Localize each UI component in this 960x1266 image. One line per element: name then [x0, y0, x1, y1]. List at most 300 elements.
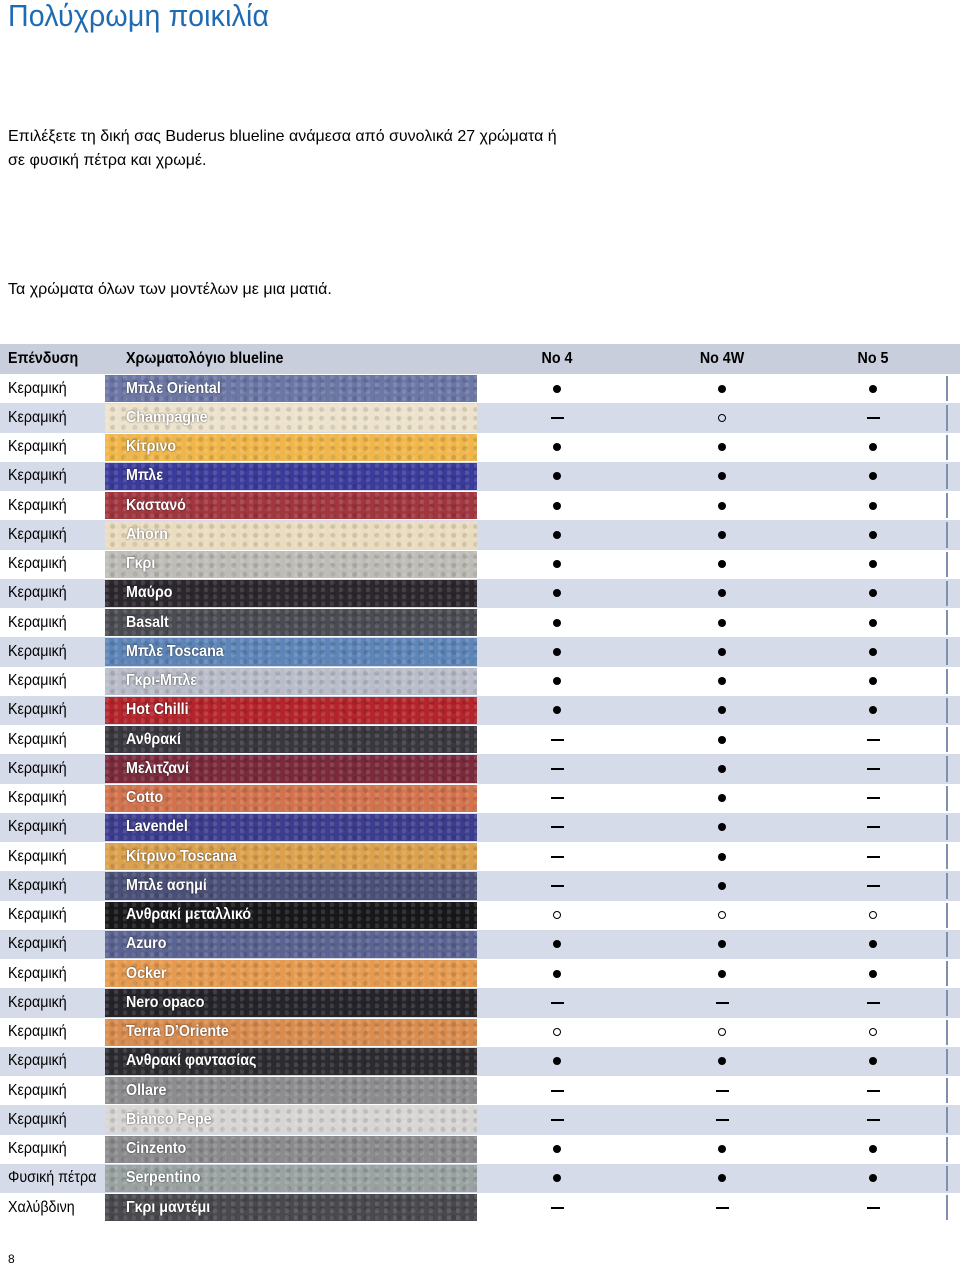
color-name-cell: [105, 608, 477, 637]
color-name: Cinzento: [126, 1140, 187, 1158]
filled-dot-icon: [869, 560, 877, 568]
coating-cell: Κεραμική: [8, 847, 67, 865]
availability-no5: [853, 1105, 893, 1134]
availability-no5: [853, 667, 893, 696]
availability-no5: [853, 1018, 893, 1047]
availability-no4: [537, 696, 577, 725]
edge-segment: [946, 1137, 948, 1162]
open-circle-icon: [718, 414, 726, 422]
header-no4: No 4: [541, 350, 573, 367]
availability-no5: [853, 754, 893, 783]
edge-segment: [946, 727, 948, 752]
coating-cell: Κεραμική: [8, 789, 67, 807]
dash-icon: [716, 1002, 729, 1004]
table-row: [0, 959, 960, 988]
filled-dot-icon: [869, 531, 877, 539]
coating-cell: Κεραμική: [8, 438, 67, 456]
filled-dot-icon: [553, 1057, 561, 1065]
availability-no4: [537, 403, 577, 432]
availability-no5: [853, 403, 893, 432]
filled-dot-icon: [553, 560, 561, 568]
dash-icon: [551, 1090, 564, 1092]
filled-dot-icon: [553, 589, 561, 597]
availability-no4w: [702, 520, 742, 549]
color-name-cell: [105, 1018, 477, 1047]
edge-segment: [946, 961, 948, 986]
availability-no5: [853, 784, 893, 813]
edge-segment: [946, 435, 948, 460]
availability-no4w: [702, 403, 742, 432]
coating-cell: Κεραμική: [8, 1081, 67, 1099]
dash-icon: [716, 1090, 729, 1092]
availability-no4w: [702, 374, 742, 403]
availability-no4: [537, 1076, 577, 1105]
table-row: [0, 1018, 960, 1047]
color-name-cell: [105, 959, 477, 988]
dash-icon: [867, 856, 880, 858]
color-name: Serpentino: [126, 1169, 201, 1187]
table-row: [0, 637, 960, 666]
color-table: [0, 344, 960, 1222]
color-name: Lavendel: [126, 818, 188, 836]
color-name: Champagne: [126, 408, 208, 426]
coating-cell: Κεραμική: [8, 408, 67, 426]
color-name-cell: [105, 374, 477, 403]
page-title: Πολύχρωμη ποικιλία: [8, 0, 270, 33]
filled-dot-icon: [553, 970, 561, 978]
availability-no5: [853, 871, 893, 900]
availability-no4w: [702, 1193, 742, 1222]
color-name-cell: [105, 1105, 477, 1134]
color-name-cell: [105, 667, 477, 696]
color-name: Κίτρινο: [126, 438, 177, 456]
coating-cell: Κεραμική: [8, 379, 67, 397]
table-row: [0, 988, 960, 1017]
filled-dot-icon: [553, 940, 561, 948]
dash-icon: [551, 739, 564, 741]
filled-dot-icon: [869, 1145, 877, 1153]
availability-no4: [537, 1047, 577, 1076]
filled-dot-icon: [553, 385, 561, 393]
filled-dot-icon: [553, 1174, 561, 1182]
dash-icon: [551, 797, 564, 799]
coating-cell: Κεραμική: [8, 555, 67, 573]
filled-dot-icon: [553, 472, 561, 480]
availability-no4: [537, 579, 577, 608]
filled-dot-icon: [553, 1145, 561, 1153]
open-circle-icon: [869, 1028, 877, 1036]
dash-icon: [867, 797, 880, 799]
coating-cell: Κεραμική: [8, 672, 67, 690]
table-row: [0, 433, 960, 462]
color-name-cell: [105, 754, 477, 783]
availability-no4: [537, 1105, 577, 1134]
filled-dot-icon: [718, 1174, 726, 1182]
color-name-cell: [105, 1164, 477, 1193]
availability-no5: [853, 374, 893, 403]
edge-segment: [946, 1078, 948, 1103]
color-name: Cotto: [126, 789, 164, 807]
coating-cell: Κεραμική: [8, 993, 67, 1011]
open-circle-icon: [869, 911, 877, 919]
dash-icon: [867, 1090, 880, 1092]
filled-dot-icon: [869, 1174, 877, 1182]
color-name-cell: [105, 1047, 477, 1076]
color-name-cell: [105, 871, 477, 900]
color-name: Basalt: [126, 613, 169, 631]
table-row: [0, 754, 960, 783]
coating-cell: Φυσική πέτρα: [8, 1169, 97, 1187]
table-row: [0, 550, 960, 579]
dash-icon: [551, 768, 564, 770]
color-name: Azuro: [126, 935, 167, 953]
dash-icon: [867, 826, 880, 828]
table-row: [0, 725, 960, 754]
color-name-cell: [105, 550, 477, 579]
color-name-cell: [105, 579, 477, 608]
availability-no4: [537, 813, 577, 842]
filled-dot-icon: [553, 619, 561, 627]
availability-no4: [537, 667, 577, 696]
dash-icon: [551, 856, 564, 858]
filled-dot-icon: [718, 472, 726, 480]
color-name-cell: [105, 520, 477, 549]
filled-dot-icon: [869, 502, 877, 510]
color-name: Hot Chilli: [126, 701, 189, 719]
table-row: [0, 901, 960, 930]
availability-no4: [537, 550, 577, 579]
table-row: [0, 579, 960, 608]
table-row: [0, 374, 960, 403]
color-name: Γκρι μαντέμι: [126, 1198, 211, 1216]
availability-no5: [853, 491, 893, 520]
coating-cell: Κεραμική: [8, 1023, 67, 1041]
coating-cell: Κεραμική: [8, 496, 67, 514]
filled-dot-icon: [553, 677, 561, 685]
filled-dot-icon: [869, 472, 877, 480]
color-name-cell: [105, 403, 477, 432]
coating-cell: Κεραμική: [8, 467, 67, 485]
color-name-cell: [105, 842, 477, 871]
availability-no5: [853, 637, 893, 666]
availability-no4: [537, 1164, 577, 1193]
edge-segment: [946, 376, 948, 401]
availability-no4: [537, 491, 577, 520]
availability-no4: [537, 462, 577, 491]
table-row: [0, 608, 960, 637]
edge-segment: [946, 522, 948, 547]
availability-no4: [537, 433, 577, 462]
filled-dot-icon: [553, 443, 561, 451]
edge-segment: [946, 815, 948, 840]
availability-no5: [853, 1193, 893, 1222]
table-row: [0, 403, 960, 432]
coating-cell: Κεραμική: [8, 613, 67, 631]
color-name: Ollare: [126, 1081, 167, 1099]
availability-no4w: [702, 988, 742, 1017]
dash-icon: [551, 1002, 564, 1004]
availability-no4: [537, 784, 577, 813]
availability-no4w: [702, 1135, 742, 1164]
color-name: Μαύρο: [126, 584, 173, 602]
table-row: [0, 462, 960, 491]
color-name: Γκρι: [126, 555, 156, 573]
table-row: [0, 784, 960, 813]
filled-dot-icon: [718, 385, 726, 393]
edge-segment: [946, 844, 948, 869]
edge-segment: [946, 669, 948, 694]
color-name: Terra D’Oriente: [126, 1023, 229, 1041]
availability-no5: [853, 608, 893, 637]
availability-no4w: [702, 579, 742, 608]
color-name: Μπλε: [126, 467, 163, 485]
color-name-cell: [105, 725, 477, 754]
dash-icon: [867, 885, 880, 887]
filled-dot-icon: [553, 706, 561, 714]
filled-dot-icon: [869, 443, 877, 451]
dash-icon: [716, 1207, 729, 1209]
color-name: Ανθρακί μεταλλικό: [126, 906, 252, 924]
availability-no4w: [702, 433, 742, 462]
availability-no4: [537, 1193, 577, 1222]
availability-no4w: [702, 608, 742, 637]
table-header-row: [0, 344, 960, 374]
edge-segment: [946, 990, 948, 1015]
availability-no4w: [702, 1105, 742, 1134]
filled-dot-icon: [718, 882, 726, 890]
availability-no5: [853, 901, 893, 930]
filled-dot-icon: [869, 677, 877, 685]
dash-icon: [551, 417, 564, 419]
availability-no4: [537, 520, 577, 549]
color-name: Ανθρακί: [126, 730, 181, 748]
dash-icon: [716, 1119, 729, 1121]
color-name: Ahorn: [126, 525, 168, 543]
table-row: [0, 842, 960, 871]
availability-no5: [853, 930, 893, 959]
filled-dot-icon: [553, 531, 561, 539]
availability-no4w: [702, 754, 742, 783]
filled-dot-icon: [718, 443, 726, 451]
color-name: Καστανό: [126, 496, 186, 514]
filled-dot-icon: [718, 706, 726, 714]
edge-segment: [946, 405, 948, 430]
coating-cell: Κεραμική: [8, 1110, 67, 1128]
coating-cell: Χαλύβδινη: [8, 1198, 75, 1216]
availability-no5: [853, 520, 893, 549]
availability-no4: [537, 842, 577, 871]
filled-dot-icon: [718, 531, 726, 539]
availability-no5: [853, 1076, 893, 1105]
availability-no4: [537, 988, 577, 1017]
availability-no5: [853, 959, 893, 988]
availability-no4w: [702, 1047, 742, 1076]
filled-dot-icon: [718, 619, 726, 627]
color-name: Μπλε Oriental: [126, 379, 221, 397]
availability-no4w: [702, 959, 742, 988]
edge-segment: [946, 639, 948, 664]
filled-dot-icon: [869, 619, 877, 627]
filled-dot-icon: [718, 823, 726, 831]
header-no4w: No 4W: [699, 350, 745, 367]
edge-segment: [946, 552, 948, 577]
filled-dot-icon: [553, 502, 561, 510]
coating-cell: Κεραμική: [8, 701, 67, 719]
filled-dot-icon: [869, 385, 877, 393]
availability-no5: [853, 462, 893, 491]
dash-icon: [551, 1207, 564, 1209]
availability-no4: [537, 1018, 577, 1047]
filled-dot-icon: [718, 765, 726, 773]
filled-dot-icon: [718, 1145, 726, 1153]
color-name-cell: [105, 696, 477, 725]
section-subheading: Τα χρώματα όλων των μοντέλων με μια ματιά.: [8, 281, 332, 298]
edge-segment: [946, 756, 948, 781]
availability-no4w: [702, 1164, 742, 1193]
coating-cell: Κεραμική: [8, 964, 67, 982]
color-name-cell: [105, 1076, 477, 1105]
color-name-cell: [105, 930, 477, 959]
open-circle-icon: [553, 911, 561, 919]
availability-no5: [853, 550, 893, 579]
availability-no4w: [702, 462, 742, 491]
availability-no4w: [702, 1076, 742, 1105]
filled-dot-icon: [718, 853, 726, 861]
header-coating: Επένδυση: [8, 350, 79, 367]
filled-dot-icon: [718, 502, 726, 510]
availability-no4w: [702, 930, 742, 959]
table-right-edge: [946, 344, 960, 1230]
dash-icon: [867, 739, 880, 741]
availability-no4w: [702, 842, 742, 871]
filled-dot-icon: [553, 648, 561, 656]
availability-no4: [537, 930, 577, 959]
availability-no5: [853, 813, 893, 842]
filled-dot-icon: [718, 794, 726, 802]
edge-segment: [946, 932, 948, 957]
availability-no5: [853, 1164, 893, 1193]
open-circle-icon: [553, 1028, 561, 1036]
edge-segment: [946, 903, 948, 928]
filled-dot-icon: [718, 1057, 726, 1065]
filled-dot-icon: [869, 648, 877, 656]
table-body: [0, 374, 960, 1222]
coating-cell: Κεραμική: [8, 935, 67, 953]
availability-no4w: [702, 871, 742, 900]
coating-cell: Κεραμική: [8, 525, 67, 543]
dash-icon: [551, 1119, 564, 1121]
availability-no4: [537, 901, 577, 930]
coating-cell: Κεραμική: [8, 906, 67, 924]
coating-cell: Κεραμική: [8, 730, 67, 748]
dash-icon: [867, 1207, 880, 1209]
open-circle-icon: [718, 911, 726, 919]
availability-no4: [537, 959, 577, 988]
filled-dot-icon: [869, 940, 877, 948]
availability-no4: [537, 1135, 577, 1164]
filled-dot-icon: [869, 1057, 877, 1065]
color-name-cell: [105, 784, 477, 813]
availability-no5: [853, 725, 893, 754]
dash-icon: [551, 826, 564, 828]
intro-paragraph: Επιλέξετε τη δική σας Buderus blueline ανάμεσα από συνολικά 27 χρώματα ή σε φυσική πέτρα και χρωμέ.: [8, 128, 557, 169]
availability-no5: [853, 696, 893, 725]
availability-no4w: [702, 784, 742, 813]
filled-dot-icon: [718, 648, 726, 656]
availability-no4: [537, 608, 577, 637]
coating-cell: Κεραμική: [8, 759, 67, 777]
table-row: [0, 696, 960, 725]
color-name: Κίτρινο Toscana: [126, 847, 237, 865]
availability-no4w: [702, 725, 742, 754]
table-row: [0, 520, 960, 549]
color-name: Μπλε Toscana: [126, 642, 224, 660]
availability-no4: [537, 725, 577, 754]
filled-dot-icon: [718, 560, 726, 568]
color-name-cell: [105, 433, 477, 462]
availability-no4w: [702, 491, 742, 520]
color-name: Nero opaco: [126, 993, 205, 1011]
availability-no4w: [702, 1018, 742, 1047]
table-row: [0, 1193, 960, 1222]
availability-no4: [537, 871, 577, 900]
availability-no4w: [702, 901, 742, 930]
availability-no4w: [702, 550, 742, 579]
color-name: Μπλε ασημί: [126, 876, 207, 894]
filled-dot-icon: [718, 970, 726, 978]
color-name-cell: [105, 1135, 477, 1164]
color-name-cell: [105, 1193, 477, 1222]
table-row: [0, 1047, 960, 1076]
filled-dot-icon: [869, 706, 877, 714]
color-name: Γκρι-Μπλε: [126, 672, 198, 690]
edge-segment: [946, 873, 948, 898]
availability-no4w: [702, 667, 742, 696]
color-name-cell: [105, 988, 477, 1017]
edge-segment: [946, 1107, 948, 1132]
color-name: Ανθρακί φαντασίας: [126, 1052, 257, 1070]
header-palette: Χρωματολόγιο blueline: [126, 350, 284, 367]
table-row: [0, 1105, 960, 1134]
coating-cell: Κεραμική: [8, 876, 67, 894]
coating-cell: Κεραμική: [8, 584, 67, 602]
filled-dot-icon: [869, 970, 877, 978]
table-row: [0, 491, 960, 520]
table-row: [0, 930, 960, 959]
dash-icon: [867, 1119, 880, 1121]
dash-icon: [867, 768, 880, 770]
filled-dot-icon: [718, 589, 726, 597]
open-circle-icon: [718, 1028, 726, 1036]
availability-no4w: [702, 637, 742, 666]
filled-dot-icon: [718, 940, 726, 948]
availability-no5: [853, 988, 893, 1017]
availability-no5: [853, 1047, 893, 1076]
availability-no4: [537, 374, 577, 403]
edge-segment: [946, 1166, 948, 1191]
availability-no4w: [702, 813, 742, 842]
coating-cell: Κεραμική: [8, 1052, 67, 1070]
edge-segment: [946, 786, 948, 811]
availability-no5: [853, 1135, 893, 1164]
coating-cell: Κεραμική: [8, 1140, 67, 1158]
filled-dot-icon: [718, 736, 726, 744]
availability-no5: [853, 433, 893, 462]
edge-segment: [946, 464, 948, 489]
table-row: [0, 1164, 960, 1193]
edge-segment: [946, 493, 948, 518]
availability-no4w: [702, 696, 742, 725]
